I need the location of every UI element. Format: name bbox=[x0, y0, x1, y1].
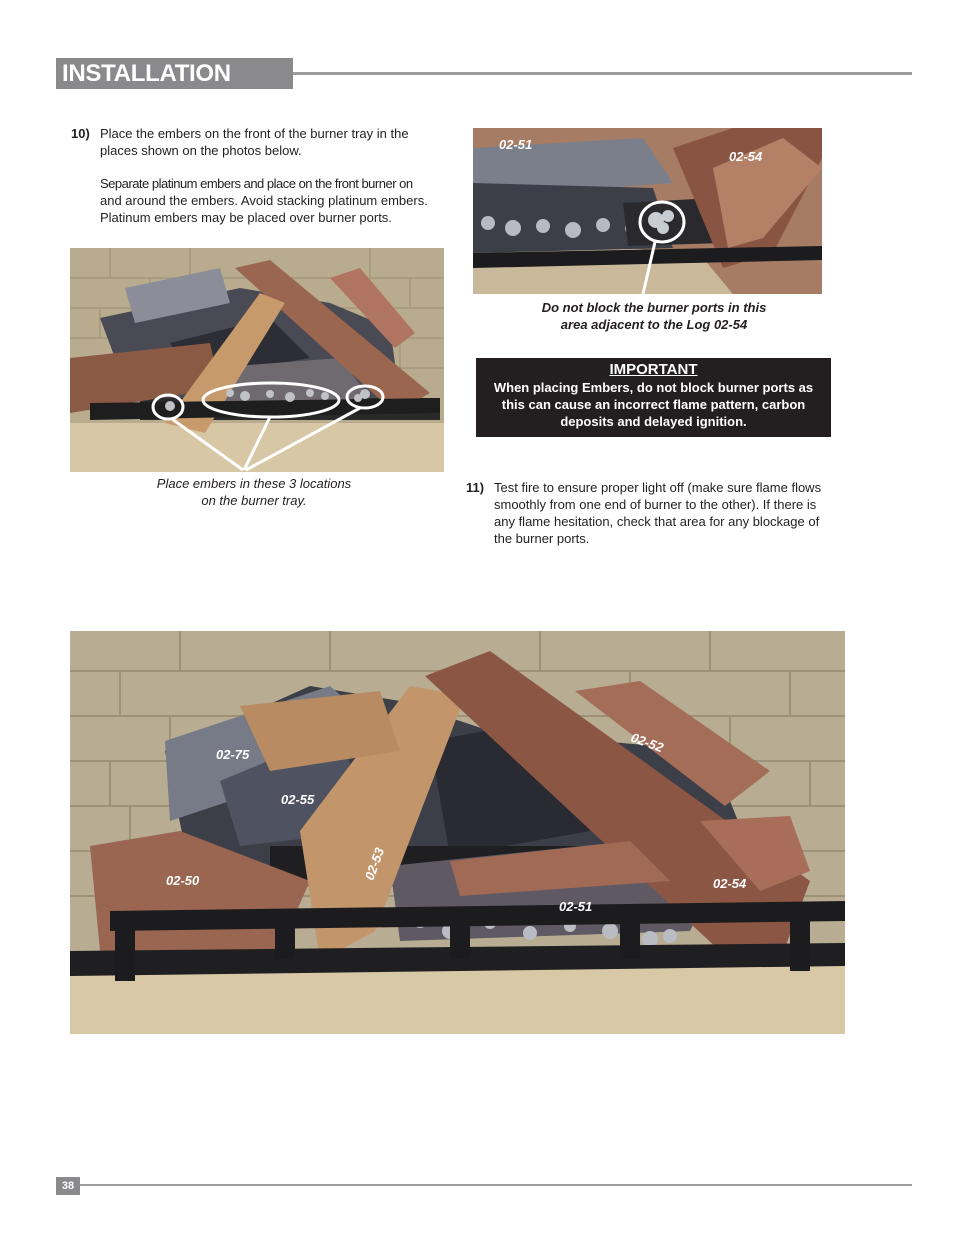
step-11-line-1: Test fire to ensure proper light off (make sure flame flows bbox=[494, 480, 822, 495]
photo-burner-ports-closeup bbox=[473, 128, 822, 294]
caption-line-1: Do not block the burner ports in this bbox=[541, 300, 767, 315]
step-10 bbox=[71, 125, 446, 229]
label-02-75: 02-75 bbox=[216, 747, 250, 762]
header-rule bbox=[293, 72, 912, 75]
step-10-note-line-2: and around the embers. Avoid stacking platinum embers. bbox=[100, 193, 428, 208]
section-title: INSTALLATION bbox=[62, 60, 231, 87]
step-11-line-2: smoothly from one end of burner to the other). If there is bbox=[494, 497, 817, 512]
important-line-1: When placing Embers, do not block burner ports as bbox=[493, 380, 814, 395]
step-10-line-1: Place the embers on the front of the burner tray in the bbox=[100, 126, 409, 141]
photo-ember-locations-caption bbox=[70, 475, 438, 509]
label-02-54: 02-54 bbox=[713, 876, 747, 891]
label-02-51: 02-51 bbox=[559, 899, 593, 914]
label-02-51: 02-51 bbox=[499, 137, 533, 152]
step-11-number: 11) bbox=[466, 480, 485, 495]
step-10-number: 10) bbox=[71, 126, 90, 141]
label-02-55: 02-55 bbox=[281, 792, 315, 807]
step-10-line-2: places shown on the photos below. bbox=[100, 143, 302, 158]
photo-ember-locations bbox=[70, 248, 444, 472]
caption-line-2: area adjacent to the Log 02-54 bbox=[560, 317, 748, 332]
photo-complete-log-set bbox=[70, 631, 845, 1034]
important-heading: IMPORTANT bbox=[609, 361, 698, 378]
step-10-note-line-1: Separate platinum embers and place on the front burner on bbox=[100, 176, 413, 191]
caption-line-2: on the burner tray. bbox=[201, 493, 307, 508]
important-line-3: deposits and delayed ignition. bbox=[560, 414, 747, 429]
step-11-line-4: the burner ports. bbox=[494, 531, 590, 546]
caption-line-1: Place embers in these 3 locations bbox=[156, 476, 352, 491]
step-11-line-3: any flame hesitation, check that area for any blockage of bbox=[494, 514, 820, 529]
important-line-2: this can cause an incorrect flame pattern, carbon bbox=[501, 397, 806, 412]
label-02-52: 02-52 bbox=[628, 729, 666, 756]
label-02-53: 02-53 bbox=[361, 845, 388, 883]
footer-rule bbox=[80, 1184, 912, 1186]
step-10-note-line-3: Platinum embers may be placed over burner ports. bbox=[100, 210, 392, 225]
page-number: 38 bbox=[56, 1177, 80, 1195]
photo-burner-ports-caption bbox=[478, 299, 830, 333]
important-notice bbox=[476, 358, 831, 437]
step-11 bbox=[466, 479, 846, 549]
label-02-50: 02-50 bbox=[166, 873, 200, 888]
label-02-54: 02-54 bbox=[729, 149, 763, 164]
